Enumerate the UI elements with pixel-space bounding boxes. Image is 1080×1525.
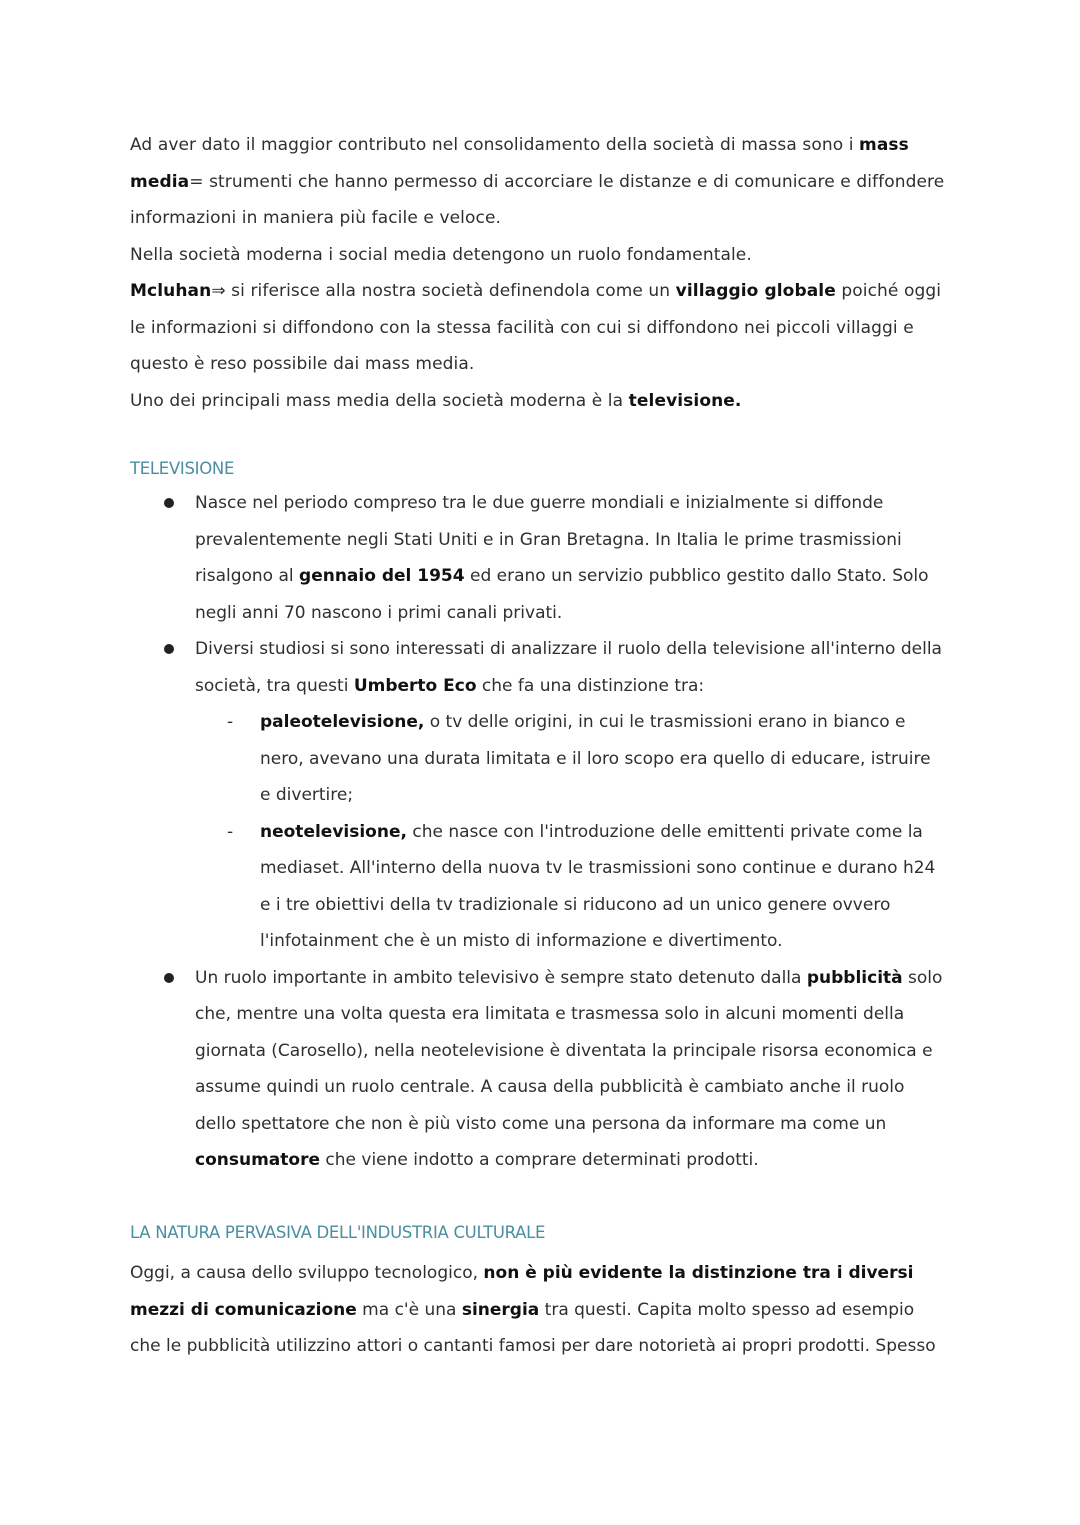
bullet-item-origins bbox=[164, 485, 944, 631]
bullet-item-pubblicita bbox=[164, 960, 944, 1179]
section-title-natura-pervasiva: LA NATURA PERVASIVA DELL'INDUSTRIA CULTURALE bbox=[130, 1223, 546, 1242]
text-span: Nasce nel periodo compreso tra le due guerre mondiali e inizialmente si diffonde prevalentemente negli Stati Uniti e in Gran Bretagna. In Italia le prime trasmissioni risalgono al bbox=[195, 493, 902, 586]
bold-term-villaggio-globale: villaggio globale bbox=[675, 281, 836, 301]
bullet-dot-icon bbox=[164, 498, 174, 508]
bold-term-umberto-eco: Umberto Eco bbox=[353, 675, 477, 696]
dash-icon: - bbox=[227, 821, 234, 842]
bold-term-distinzione: non è più evidente la distinzione tra i diversi mezzi di comunicazione bbox=[130, 1263, 914, 1320]
bold-term-consumatore: consumatore bbox=[195, 1150, 320, 1170]
bullet-dot-icon bbox=[164, 644, 174, 654]
sub-item-paleotelevisione bbox=[195, 704, 944, 814]
intro-paragraph-mcluhan bbox=[130, 273, 950, 383]
intro-paragraph-mass-media bbox=[130, 127, 950, 237]
text-span: Uno dei principali mass media della società moderna è la bbox=[130, 390, 629, 411]
bold-term-sinergia: sinergia bbox=[461, 1299, 540, 1320]
text-span: che nasce con l'introduzione delle emittenti private come la mediaset. All'interno della nuova tv le trasmissioni sono continue e durano h24 e i tre obiettivi della tv tradizionale si riducono ad un unico genere ovvero l'infotainment che è un misto di informazione e divertimento. bbox=[260, 821, 936, 951]
text-span: che viene indotto a comprare determinati prodotti. bbox=[320, 1150, 759, 1170]
bold-term-mass-media: mass media bbox=[130, 135, 909, 192]
text-span: ma c'è una bbox=[356, 1299, 462, 1320]
sub-item-neotelevisione bbox=[195, 814, 944, 960]
dash-icon: - bbox=[227, 712, 234, 732]
pervasive-paragraph bbox=[130, 1255, 950, 1365]
text-span: poiché oggi le informazioni si diffondono con la stessa facilità con cui si diffondono nei piccoli villaggi e questo è reso possibile dai mass media. bbox=[130, 281, 942, 374]
text-span: solo che, mentre una volta questa era limitata e trasmessa solo in alcuni momenti della giornata (Carosello), nella neotelevisione è diventata la principale risorsa economica e assume quindi un ruolo centrale. A causa della pubblicità è cambiato anche il ruolo dello spettatore che non è più visto come una persona da informare ma come un bbox=[195, 967, 943, 1134]
bold-term-gennaio-1954: gennaio del 1954 bbox=[299, 566, 465, 586]
bullet-dot-icon bbox=[164, 973, 174, 983]
text-span: ed erano un servizio pubblico gestito dallo Stato. Solo negli anni 70 nascono i primi canali privati. bbox=[195, 566, 929, 623]
text-span: Diversi studiosi si sono interessati di analizzare il ruolo della televisione all'interno della società, tra questi bbox=[195, 639, 942, 696]
bold-term-paleotelevisione: paleotelevisione, bbox=[260, 712, 425, 732]
text-span: Oggi, a causa dello sviluppo tecnologico, bbox=[130, 1263, 484, 1283]
text-span: = strumenti che hanno permesso di accorciare le distanze e di comunicare e diffondere informazioni in maniera più facile e veloce. bbox=[130, 171, 945, 228]
bullet-item-umberto-eco bbox=[164, 631, 944, 960]
intro-section bbox=[130, 127, 950, 419]
bold-term-neotelevisione: neotelevisione, bbox=[260, 821, 407, 842]
text-span: Un ruolo importante in ambito televisivo è sempre stato detenuto dalla bbox=[195, 967, 807, 988]
text-span: che fa una distinzione tra: bbox=[476, 675, 705, 696]
eco-distinction-list bbox=[195, 704, 944, 960]
bold-term-televisione: televisione. bbox=[628, 390, 742, 411]
bold-term-mcluhan: Mcluhan bbox=[130, 281, 212, 301]
bold-term-pubblicita: pubblicità bbox=[806, 967, 903, 988]
television-bullet-list bbox=[164, 485, 944, 1179]
text-span: o tv delle origini, in cui le trasmissioni erano in bianco e nero, avevano una durata limitata e il loro scopo era quello di educare, istruire e divertire; bbox=[260, 712, 931, 805]
intro-paragraph-televisione bbox=[130, 383, 950, 420]
text-span: Ad aver dato il maggior contributo nel consolidamento della società di massa sono i bbox=[130, 135, 860, 155]
text-span: tra questi. Capita molto spesso ad esempio che le pubblicità utilizzino attori o cantanti famosi per dare notorietà ai propri prodotti. Spesso bbox=[130, 1299, 936, 1356]
section-title-televisione: TELEVISIONE bbox=[130, 459, 235, 478]
text-span: ⇒ si riferisce alla nostra società definendola come un bbox=[211, 281, 676, 301]
intro-paragraph-social-media: Nella società moderna i social media detengono un ruolo fondamentale. bbox=[130, 244, 752, 265]
